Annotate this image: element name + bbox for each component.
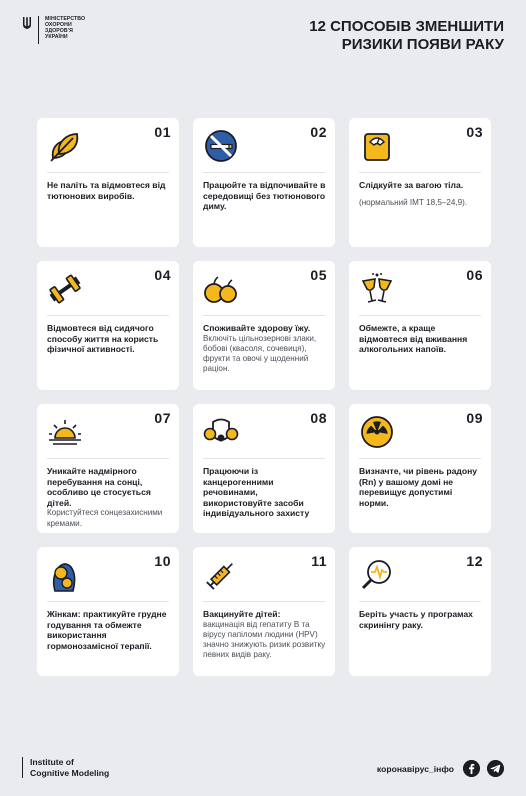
card-divider [359,172,481,173]
tip-main-text: Не паліть та відмовтеся від тютюнових виробів. [47,180,166,201]
tip-main-text: Відмовтеся від сидячого способу життя на користь фізичної активності. [47,323,159,355]
institute-logo [22,757,109,778]
tip-main-text: Споживайте здорову їжу. [203,323,311,333]
tip-number: 08 [310,410,327,426]
tip-number: 04 [154,267,171,283]
tip-main-text: Жінкам: практикуйте грудне годування та обмежте використання гормонозамісної терапії. [47,609,167,651]
trident-icon [22,16,32,30]
tip-main-text: Уникайте надмірного перебування на сонці, особливо це стосується дітей. [47,466,151,508]
tip-card-06 [349,261,491,390]
syringe-icon [203,557,239,593]
tip-text [47,180,171,201]
mother-baby-icon [47,557,83,593]
tip-number: 12 [466,553,483,569]
site-link[interactable]: коронавірус_інфо [376,764,454,774]
tip-sub-text: (нормальний ІМТ 18,5–24,9). [359,197,468,207]
tip-card-07 [37,404,179,533]
ministry-line-2: ОХОРОНИ [45,22,72,29]
card-divider [47,458,169,459]
tip-number: 11 [311,553,327,569]
tip-text [359,609,483,630]
card-divider [203,172,325,173]
footer [22,757,504,783]
ministry-logo [22,16,85,44]
leaf-icon [47,128,83,164]
card-divider [359,601,481,602]
tip-text [47,323,171,355]
tip-main-text: Працюйте та відпочивайте в середовищі без тютюнового диму. [203,180,326,212]
tip-card-08 [193,404,335,533]
tip-text [203,609,327,660]
tip-text [47,609,171,651]
radiation-icon [359,414,395,450]
tip-text [359,323,483,355]
tip-card-10 [37,547,179,676]
tip-number: 06 [466,267,483,283]
tip-card-09 [349,404,491,533]
tip-number: 07 [154,410,171,426]
tip-number: 02 [310,124,327,140]
tip-main-text: Слідкуйте за вагою тіла. [359,180,464,190]
card-divider [203,458,325,459]
tip-sub-text: Включіть цільнозернові злаки, бобові (квасоля, сочевиця), фрукти та овочі у щоденний раціон. [203,333,317,374]
tip-number: 03 [466,124,483,140]
card-divider [203,315,325,316]
tips-grid [37,118,491,678]
tip-main-text: Визначте, чи рівень радону (Rn) у вашому домі не перевищує допустимі норми. [359,466,478,508]
fruits-icon [203,271,239,307]
magnifier-pulse-icon [359,557,395,593]
wine-glasses-icon [359,271,395,307]
page-title [304,18,504,54]
tip-number: 09 [466,410,483,426]
tip-text [203,466,327,519]
title-line-2: РИЗИКИ ПОЯВИ РАКУ [341,36,504,53]
tip-text [203,180,327,212]
tip-card-12 [349,547,491,676]
respirator-icon [203,414,239,450]
card-divider [47,172,169,173]
tip-number: 10 [154,553,171,569]
ministry-line-3: ЗДОРОВ'Я [45,28,73,35]
no-smoking-icon [203,128,239,164]
tip-card-02 [193,118,335,247]
dumbbell-icon [47,271,83,307]
tip-sub-text: вакцинація від гепатиту В та вірусу папіломи людини (HPV) значно знижують ризик розвитку певних видів раку. [203,619,326,660]
card-divider [47,601,169,602]
scale-icon [359,128,395,164]
telegram-icon[interactable] [487,760,504,777]
tip-text [359,466,483,508]
ministry-line-1: МІНІСТЕРСТВО [45,16,86,22]
card-divider [203,601,325,602]
sun-icon [47,414,83,450]
tip-text [47,466,171,529]
tip-card-11 [193,547,335,676]
logo-divider [38,16,39,44]
institute-line-2: Cognitive Modeling [30,767,110,778]
card-divider [359,315,481,316]
tip-number: 01 [154,124,171,140]
ministry-name [45,16,85,40]
facebook-icon[interactable] [463,760,480,777]
tip-main-text: Вакцинуйте дітей: [203,609,281,619]
ministry-line-4: УКРАЇНИ [45,34,68,41]
tip-card-03 [349,118,491,247]
tip-card-04 [37,261,179,390]
tip-main-text: Працюючи із канцерогенними речовинами, використовуйте засоби індивідуального захисту [203,466,310,519]
card-divider [359,458,481,459]
title-line-1: 12 СПОСОБІВ ЗМЕНШИТИ [309,18,504,35]
tip-sub-text: Користуйтеся сонцезахисними кремами. [47,508,163,528]
institute-line-1: Institute of [30,757,74,767]
tip-card-01 [37,118,179,247]
tip-main-text: Обмежте, а краще відмовтеся від вживання алкогольних напоїв. [359,323,468,355]
tip-main-text: Беріть участь у програмах скринінгу раку. [359,609,473,630]
header [22,16,504,76]
tip-text [203,323,327,374]
tip-card-05 [193,261,335,390]
card-divider [47,315,169,316]
tip-number: 05 [310,267,327,283]
tip-text [359,180,483,208]
